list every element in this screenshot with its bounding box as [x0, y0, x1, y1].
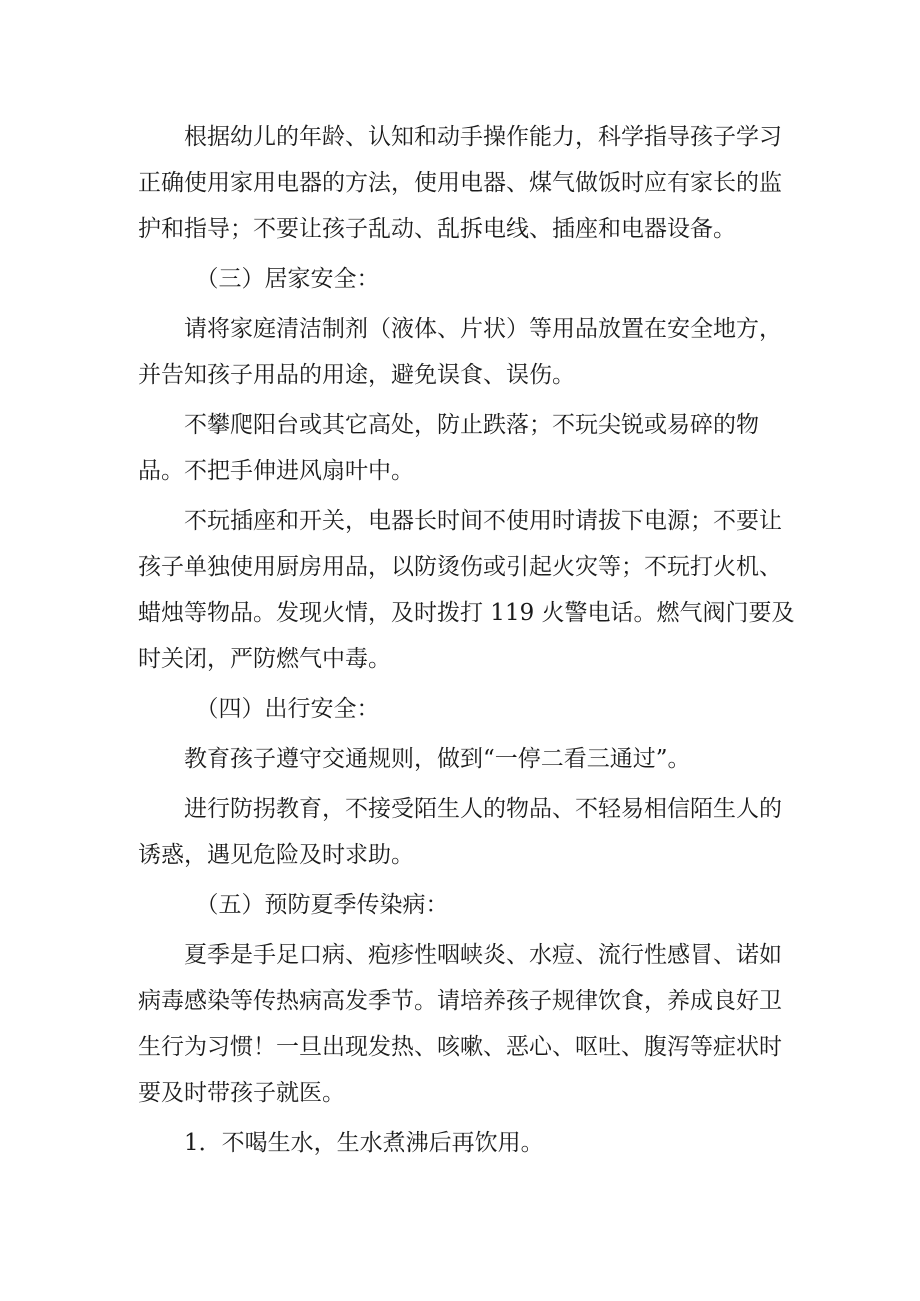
text-line: 诱惑，遇见危险及时求助。	[138, 842, 414, 868]
document-body	[138, 114, 795, 1170]
text-line: 护和指导；不要让孩子乱动、乱拆电线、插座和电器设备。	[138, 216, 736, 242]
text-line: 蜡烛等物品。发现火情，及时拨打 119 火警电话。燃气阀门要及	[138, 600, 795, 626]
text-line: 时关闭，严防燃气中毒。	[138, 646, 391, 672]
text-line: 生行为习惯！一旦出现发热、咳嗽、恶心、呕吐、腹泻等症状时	[138, 1034, 782, 1060]
body-paragraph	[138, 736, 790, 782]
body-paragraph	[138, 114, 790, 252]
text-line: 请将家庭清洁制剂（液体、片状）等用品放置在安全地方，	[184, 316, 782, 342]
body-paragraph	[138, 498, 795, 682]
body-paragraph	[138, 932, 790, 1116]
body-paragraph	[138, 306, 790, 398]
section-heading	[138, 882, 790, 928]
section-heading	[138, 256, 790, 302]
text-line: 不攀爬阳台或其它高处，防止跌落；不玩尖锐或易碎的物	[184, 412, 759, 438]
text-line: 不玩插座和开关，电器长时间不使用时请拔下电源；不要让	[184, 508, 782, 534]
text-line: 夏季是手足口病、疱疹性咽峡炎、水痘、流行性感冒、诺如	[184, 942, 782, 968]
text-line: 正确使用家用电器的方法，使用电器、煤气做饭时应有家长的监	[138, 170, 782, 196]
text-line: 1．不喝生水，生水煮沸后再饮用。	[184, 1130, 544, 1156]
body-paragraph	[138, 1120, 790, 1166]
text-line: 孩子单独使用厨房用品，以防烫伤或引起火灾等；不玩打火机、	[138, 554, 782, 580]
body-paragraph	[138, 786, 790, 878]
text-line: 进行防拐教育，不接受陌生人的物品、不轻易相信陌生人的	[184, 796, 782, 822]
text-line: （四）出行安全：	[195, 696, 380, 722]
text-line: 病毒感染等传热病高发季节。请培养孩子规律饮食，养成良好卫	[138, 988, 782, 1014]
text-line: 要及时带孩子就医。	[138, 1080, 345, 1106]
text-line: 并告知孩子用品的用途，避免误食、误伤。	[138, 362, 575, 388]
text-line: 品。不把手伸进风扇叶中。	[138, 458, 414, 484]
text-line: （五）预防夏季传染病：	[195, 892, 449, 918]
text-line: （三）居家安全：	[195, 266, 380, 292]
section-heading	[138, 686, 790, 732]
text-line: 教育孩子遵守交通规则，做到“一停二看三通过”。	[184, 746, 691, 772]
text-line: 根据幼儿的年龄、认知和动手操作能力，科学指导孩子学习	[184, 124, 782, 150]
body-paragraph	[138, 402, 790, 494]
